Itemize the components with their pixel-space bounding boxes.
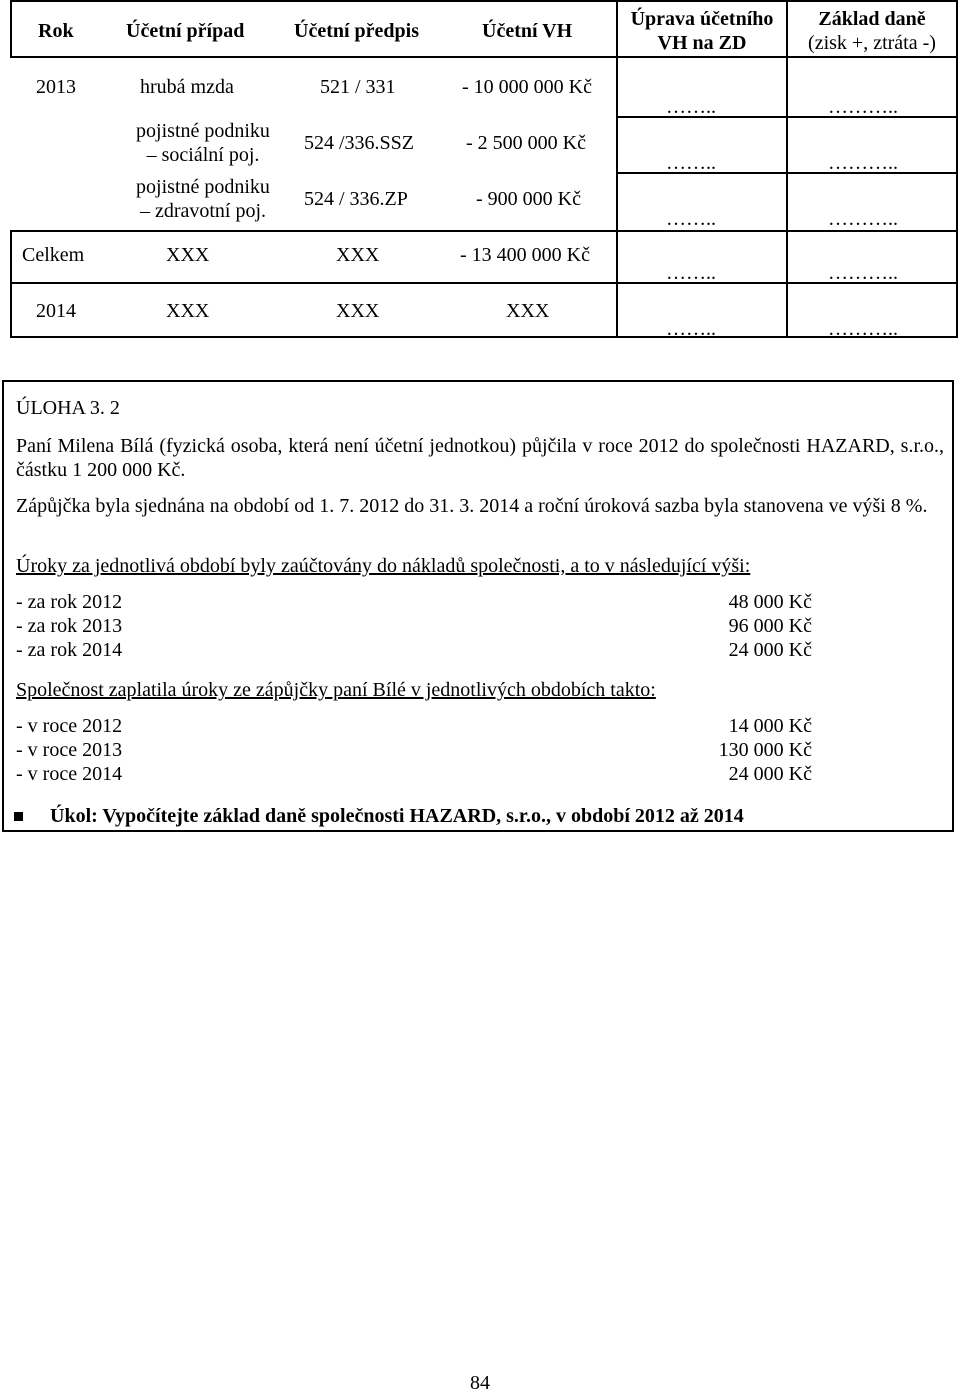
cell-pripad-line1: pojistné podniku [136,120,270,142]
list-item [16,762,816,786]
payment-label: - v roce 2012 [16,715,123,737]
cell-pripad: hrubá mzda [140,76,234,98]
list-item [16,614,816,638]
cell-rok: 2013 [36,76,76,98]
table-border [10,230,12,338]
cell-vh: - 10 000 000 Kč [462,76,592,98]
header-uprava-line1: Úprava účetního [630,8,774,30]
task-paragraph-4: Společnost zaplatila úroky ze zápůjčky paní Bílé v jednotlivých obdobích takto: [16,679,656,701]
table-border [10,336,958,338]
placeholder-dots: ……….. [828,262,898,284]
interest-label: - za rok 2014 [16,639,123,661]
payment-value: 24 000 Kč [728,763,812,785]
cell-predpis: XXX [336,300,380,322]
table-border [10,56,958,58]
cell-pripad-line1: pojistné podniku [136,176,270,198]
table-border [10,230,958,232]
accounting-table [10,0,958,338]
cell-vh: XXX [506,300,550,322]
cell-predpis: 521 / 331 [320,76,396,98]
header-rok: Rok [38,20,74,42]
payment-label: - v roce 2014 [16,763,123,785]
cell-predpis: 524 / 336.ZP [304,188,408,210]
payment-value: 130 000 Kč [718,739,812,761]
placeholder-dots: …….. [666,318,716,340]
task-paragraph-2: Zápůjčka byla sjednána na období od 1. 7. 2012 do 31. 3. 2014 a roční úroková sazba byla stanovena ve výši 8 %. [16,495,928,517]
square-bullet-icon [14,812,23,821]
cell-pripad: XXX [166,300,210,322]
header-ucetni-predpis: Účetní předpis [294,20,419,42]
header-uprava-line2: VH na ZD [657,32,747,54]
list-item [16,590,816,614]
interest-value: 48 000 Kč [728,591,812,613]
interest-value: 96 000 Kč [728,615,812,637]
cell-predpis: 524 /336.SSZ [304,132,415,154]
cell-vh: - 13 400 000 Kč [460,244,590,266]
table-border [10,282,958,284]
interest-label: - za rok 2012 [16,591,123,613]
placeholder-dots: ……….. [828,152,898,174]
interest-value: 24 000 Kč [728,639,812,661]
cell-vh: - 2 500 000 Kč [466,132,586,154]
table-border [10,0,958,2]
cell-predpis: XXX [336,244,380,266]
header-ucetni-pripad: Účetní případ [126,20,245,42]
task-assignment: Úkol: Vypočítejte základ daně společnosti HAZARD, s.r.o., v období 2012 až 2014 [50,805,744,827]
placeholder-dots: …….. [666,208,716,230]
cell-vh: - 900 000 Kč [476,188,581,210]
interest-label: - za rok 2013 [16,615,123,637]
cell-pripad: XXX [166,244,210,266]
cell-pripad-line2: – sociální poj. [146,144,260,166]
header-zaklad-line1: Základ daně [818,8,926,30]
table-border [10,0,12,58]
list-item [16,638,816,662]
cell-rok: 2014 [36,300,76,322]
placeholder-dots: …….. [666,262,716,284]
task-paragraph-1: Paní Milena Bílá (fyzická osoba, která není účetní jednotkou) půjčila v roce 2012 do společnosti HAZARD, s.r.o., částku 1 200 000 Kč. [16,435,944,481]
placeholder-dots: ……….. [828,318,898,340]
payment-label: - v roce 2013 [16,739,123,761]
table-border [956,0,958,338]
task-box [2,380,954,832]
placeholder-dots: ……….. [828,96,898,118]
page-number: 84 [470,1372,490,1394]
cell-rok: Celkem [22,244,85,266]
placeholder-dots: …….. [666,152,716,174]
placeholder-dots: ……….. [828,208,898,230]
list-item [16,714,816,738]
header-ucetni-vh: Účetní VH [482,20,573,42]
task-paragraph-3: Úroky za jednotlivá období byly zaúčtovány do nákladů společnosti, a to v následující výši: [16,555,751,577]
cell-pripad-line2: – zdravotní poj. [139,200,267,222]
payment-value: 14 000 Kč [728,715,812,737]
list-item [16,738,816,762]
placeholder-dots: …….. [666,96,716,118]
task-title: ÚLOHA 3. 2 [16,397,120,419]
header-zaklad-line2: (zisk +, ztráta -) [808,32,936,54]
